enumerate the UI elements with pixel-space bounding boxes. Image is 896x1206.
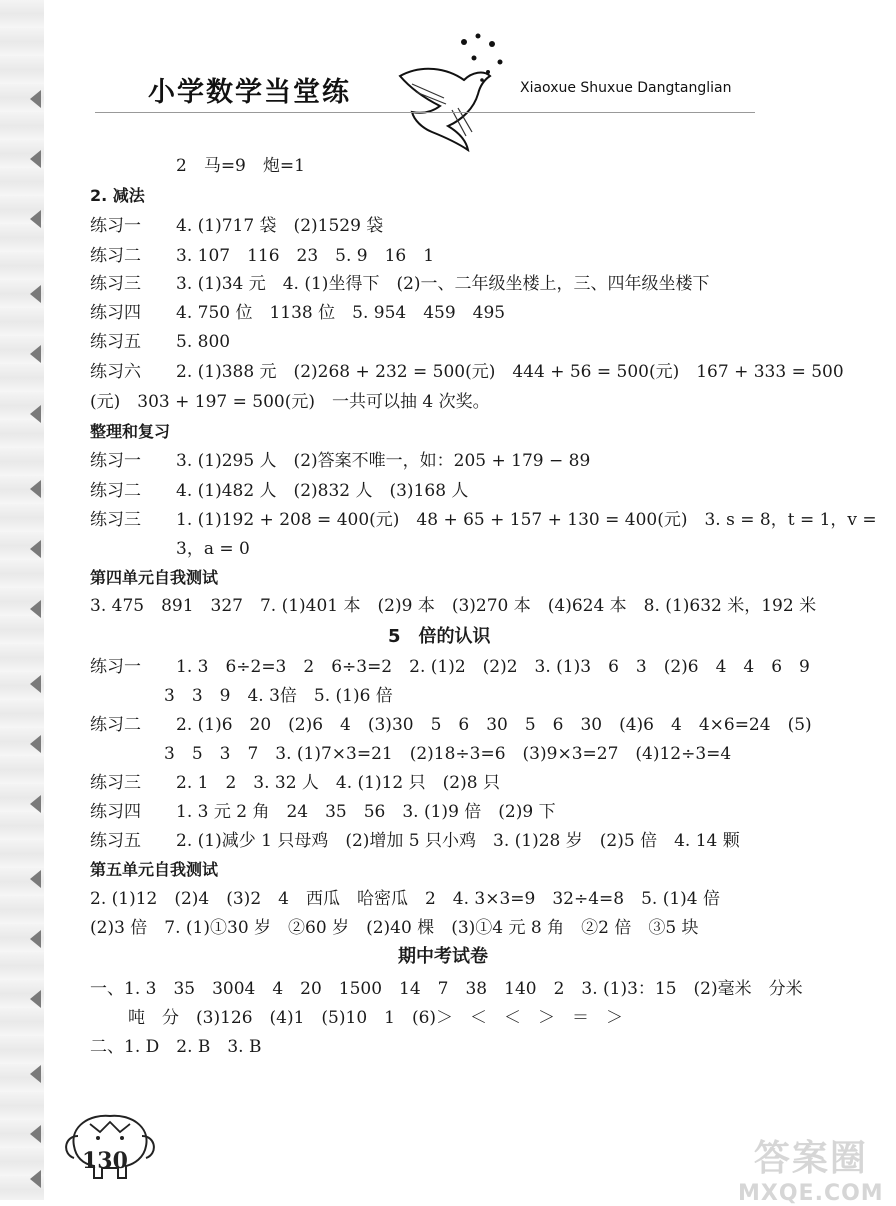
answer-line — [90, 245, 434, 267]
book-title: 小学数学当堂练 — [148, 77, 351, 108]
answer-text: (2)3 倍 7. (1)①30 岁 ②60 岁 (2)40 棵 (3)①4 元 8 角 ②2 倍 ③5 块 — [90, 918, 699, 938]
answer-line — [90, 888, 720, 910]
edge-triangle-marker — [30, 795, 41, 813]
answer-text: 一、1. 3 35 3004 4 20 1500 14 7 38 140 2 3. (1)3：15 (2)毫米 分米 — [90, 979, 803, 999]
answer-line — [90, 480, 468, 502]
dove-icon — [392, 28, 512, 153]
edge-triangle-marker — [30, 675, 41, 693]
answer-line — [90, 302, 505, 324]
exercise-label: 练习三 — [90, 274, 141, 294]
section-heading — [90, 567, 218, 589]
exercise-label: 练习三 — [90, 510, 141, 530]
exercise-label: 练习五 — [90, 332, 141, 352]
chapter-title — [388, 626, 491, 648]
watermark-main: 答案圈 — [753, 1138, 868, 1179]
exercise-label: 练习五 — [90, 831, 141, 851]
answer-text: 4. 750 位 1138 位 5. 954 459 495 — [176, 303, 506, 323]
exercise-label: 练习二 — [90, 481, 141, 501]
edge-triangle-marker — [30, 870, 41, 888]
answer-line — [90, 509, 877, 531]
site-watermark — [738, 1130, 884, 1206]
watermark-url: MXQE.COM — [738, 1181, 884, 1206]
answer-line — [90, 361, 844, 383]
answer-text: 3，a = 0 — [176, 539, 250, 559]
answer-text: 1. 3 元 2 角 24 35 56 3. (1)9 倍 (2)9 下 — [176, 802, 556, 822]
answer-line — [90, 391, 490, 413]
exercise-label: 练习一 — [90, 657, 141, 677]
answer-text: 5. 800 — [176, 332, 231, 352]
edge-triangle-marker — [30, 735, 41, 753]
answer-text: 2. (1)6 20 (2)6 4 (3)30 5 6 30 5 6 30 (4)6 4 4×6=24 (5) — [176, 715, 812, 735]
edge-triangle-marker — [30, 150, 41, 168]
answer-text: 2. (1)减少 1 只母鸡 (2)增加 5 只小鸡 3. (1)28 岁 (2)5 倍 4. 14 颗 — [176, 831, 740, 851]
edge-triangle-marker — [30, 1065, 41, 1083]
answer-line — [128, 1007, 623, 1029]
edge-triangle-marker — [30, 990, 41, 1008]
edge-triangle-marker — [30, 285, 41, 303]
answer-line — [90, 273, 710, 295]
answer-text: 4. (1)717 袋 (2)1529 袋 — [176, 216, 384, 236]
answer-line — [164, 685, 393, 707]
edge-triangle-marker — [30, 210, 41, 228]
exercise-label: 练习一 — [90, 216, 141, 236]
exercise-label: 练习二 — [90, 715, 141, 735]
answer-line — [90, 830, 740, 852]
edge-triangle-marker — [30, 600, 41, 618]
section-heading — [90, 859, 218, 881]
elephant-mascot-icon — [60, 1106, 160, 1186]
answer-line — [90, 331, 230, 353]
heading-text: 第五单元自我测试 — [90, 860, 219, 879]
exercise-label: 练习四 — [90, 802, 141, 822]
answer-text: 3. 107 116 23 5. 9 16 1 — [176, 246, 435, 266]
answer-line — [90, 978, 803, 1000]
exercise-label: 练习三 — [90, 773, 141, 793]
answer-text: 2. (1)12 (2)4 (3)2 4 西瓜 哈密瓜 2 4. 3×3=9 32÷4=8 5. (1)4 倍 — [90, 889, 720, 909]
exercise-label: 练习四 — [90, 303, 141, 323]
answer-line — [90, 714, 812, 736]
section-heading — [90, 421, 170, 443]
answer-line — [90, 772, 500, 794]
heading-text: 整理和复习 — [90, 422, 171, 441]
header-divider — [95, 112, 755, 113]
answer-text: 3 3 9 4. 3倍 5. (1)6 倍 — [164, 686, 393, 706]
exam-title — [398, 946, 488, 968]
answer-text: 1. 3 6÷2=3 2 6÷3=2 2. (1)2 (2)2 3. (1)3 6 3 (2)6 4 4 6 9 — [176, 657, 810, 677]
exam-title-text: 期中考试卷 — [398, 946, 488, 967]
answer-line — [90, 215, 383, 237]
answer-line — [176, 155, 305, 177]
chapter-title-text: 5 倍的认识 — [388, 626, 491, 647]
answer-line — [90, 656, 810, 678]
answer-text: 3. (1)34 元 4. (1)坐得下 (2)一、二年级坐楼上，三、四年级坐楼下 — [176, 274, 710, 294]
heading-text: 2. 减法 — [90, 186, 145, 205]
answer-text: 3. 475 891 327 7. (1)401 本 (2)9 本 (3)270 本 (4)624 本 8. (1)632 米，192 米 — [90, 596, 817, 616]
answer-text: 二、1. D 2. B 3. B — [90, 1037, 262, 1057]
answer-text: 3 5 3 7 3. (1)7×3=21 (2)18÷3=6 (3)9×3=27 (4)12÷3=4 — [164, 744, 732, 764]
edge-triangle-marker — [30, 1125, 41, 1143]
heading-text: 第四单元自我测试 — [90, 568, 219, 587]
answer-line — [176, 538, 250, 560]
book-subtitle: Xiaoxue Shuxue Dangtanglian — [520, 80, 732, 96]
answer-text: (元) 303 + 197 = 500(元) 一共可以抽 4 次奖。 — [90, 392, 490, 412]
edge-triangle-marker — [30, 405, 41, 423]
exercise-label: 练习六 — [90, 362, 141, 382]
edge-triangle-marker — [30, 930, 41, 948]
exercise-label: 练习二 — [90, 246, 141, 266]
answer-line — [164, 743, 731, 765]
answer-text: 2 马=9 炮=1 — [176, 156, 305, 176]
edge-triangle-marker — [30, 540, 41, 558]
answer-line — [90, 801, 556, 823]
answer-text: 2. (1)388 元 (2)268 + 232 = 500(元) 444 + 56 = 500(元) 167 + 333 = 500 — [176, 362, 844, 382]
edge-triangle-marker — [30, 480, 41, 498]
page-number: 130 — [82, 1148, 128, 1174]
edge-triangle-marker — [30, 1170, 41, 1188]
section-heading — [90, 185, 145, 207]
answer-line — [90, 595, 816, 617]
answer-line — [90, 1036, 262, 1058]
answer-text: 4. (1)482 人 (2)832 人 (3)168 人 — [176, 481, 469, 501]
edge-triangle-marker — [30, 345, 41, 363]
answer-line — [90, 450, 590, 472]
answer-line — [90, 917, 699, 939]
exercise-label: 练习一 — [90, 451, 141, 471]
answer-text: 1. (1)192 + 208 = 400(元) 48 + 65 + 157 + 130 = 400(元) 3. s = 8，t = 1，v = — [176, 510, 877, 530]
edge-triangle-marker — [30, 90, 41, 108]
answer-text: 3. (1)295 人 (2)答案不唯一，如：205 + 179 − 89 — [176, 451, 591, 471]
answer-text: 吨 分 (3)126 (4)1 (5)10 1 (6)＞ ＜ ＜ ＞ ＝ ＞ — [128, 1008, 624, 1028]
answer-text: 2. 1 2 3. 32 人 4. (1)12 只 (2)8 只 — [176, 773, 500, 793]
